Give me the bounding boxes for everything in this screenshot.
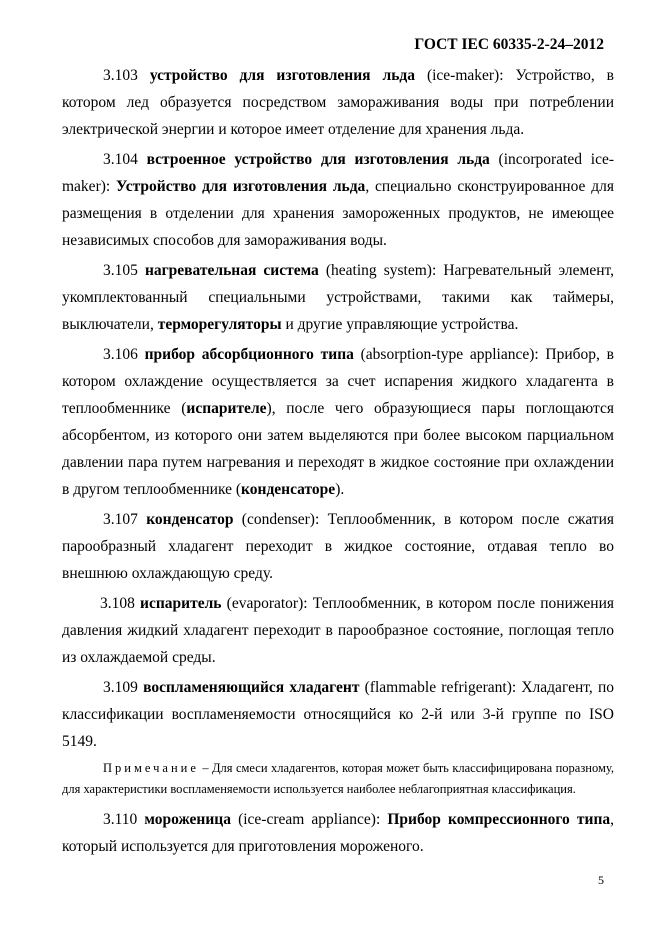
entry-3-105 — [62, 257, 614, 338]
entry-definition-part: , который используется для приготовления мороженого. — [62, 811, 615, 855]
entry-definition-part: ). — [335, 481, 345, 498]
entry-definition-part: (absorption-type appliance): Прибор, в котором охлаждение осуществляется за счет испарения жидкого хладагента в теплообменнике ( — [62, 346, 614, 417]
entry-number: 3.106 — [103, 346, 138, 363]
document-body — [62, 62, 614, 863]
entry-definition-part: ), после чего образующиеся пары поглощаются абсорбентом, из которого они затем выделяются при более высоком парциальном давлении пара путем нагревания и переходят в жидкое состояние при охлаждении в другом теплообменнике ( — [62, 400, 614, 498]
entry-definition: (condenser): Теплообменник, в котором после сжатия парообразный хладагент переходит в жидкое состояние, отдавая тепло во внешнюю охлаждающую среду. — [62, 511, 615, 582]
note-label: Примечание — [103, 761, 199, 775]
entry-3-110 — [62, 806, 614, 860]
entry-3-107 — [62, 506, 614, 587]
entry-definition-part: , специально сконструированное для размещения в отделении для хранения замороженных продуктов, не имеющее независимых способов для замораживания воды. — [62, 178, 614, 249]
entry-definition: (flammable refrigerant): Хладагент, по классификации воспламеняемости относящийся ко 2-й или 3-й группе по ISO 5149. — [62, 679, 615, 750]
entry-definition: (ice-maker): Устройство, в котором лед образуется посредством замораживания воды при потреблении электрической энергии и которое имеет отделение для хранения льда. — [62, 67, 614, 138]
entry-term: испаритель — [140, 595, 222, 612]
entry-term: воспламеняющийся хладагент — [143, 679, 360, 696]
entry-number: 3.104 — [103, 151, 138, 168]
entry-crossref-term: терморегуляторы — [157, 316, 282, 333]
entry-term: прибор абсорбционного типа — [144, 346, 354, 363]
entry-definition-part: и другие управляющие устройства. — [281, 316, 519, 333]
entry-definition-part: (ice-cream appliance): — [230, 811, 388, 828]
entry-3-106 — [62, 341, 614, 503]
entry-number: 3.109 — [103, 679, 138, 696]
entry-term: конденсатор — [146, 511, 234, 528]
entry-3-108 — [62, 590, 614, 671]
entry-crossref-term: Прибор компрессионного типа — [387, 811, 611, 828]
entry-term: нагревательная система — [144, 262, 319, 279]
entry-number: 3.110 — [103, 811, 138, 828]
document-header: ГОСТ IEC 60335-2-24–2012 — [414, 36, 604, 53]
entry-number: 3.108 — [100, 595, 135, 612]
entry-3-104 — [62, 146, 614, 254]
note — [62, 758, 614, 800]
entry-term: встроенное устройство для изготовления льда — [146, 151, 490, 168]
entry-term: устройство для изготовления льда — [149, 67, 415, 84]
entry-number: 3.107 — [103, 511, 138, 528]
entry-3-109 — [62, 674, 614, 755]
entry-definition-part: (incorporated ice-maker): — [62, 151, 614, 195]
note-text: – Для смеси хладагентов, которая может быть классифицирована поразному, для характеристики воспламеняемости используется наиболее неблагоприятная классификация. — [62, 761, 614, 796]
entry-crossref-term: Устройство для изготовления льда — [116, 178, 366, 195]
entry-number: 3.105 — [103, 262, 138, 279]
entry-crossref-term: конденсаторе — [241, 481, 336, 498]
entry-definition: (evaporator): Теплообменник, в котором после понижения давления жидкий хладагент переходит в парообразное состояние, поглощая тепло из охлаждаемой среды. — [62, 595, 614, 666]
entry-crossref-term: испарителе — [186, 400, 267, 417]
entry-3-103 — [62, 62, 614, 143]
entry-number: 3.103 — [103, 67, 138, 84]
entry-definition-part: (heating system): Нагревательный элемент, укомплектованный специальными устройствами, такими как таймеры, выключатели, — [62, 262, 614, 333]
page-number: 5 — [598, 873, 604, 887]
entry-term: мороженица — [144, 811, 231, 828]
